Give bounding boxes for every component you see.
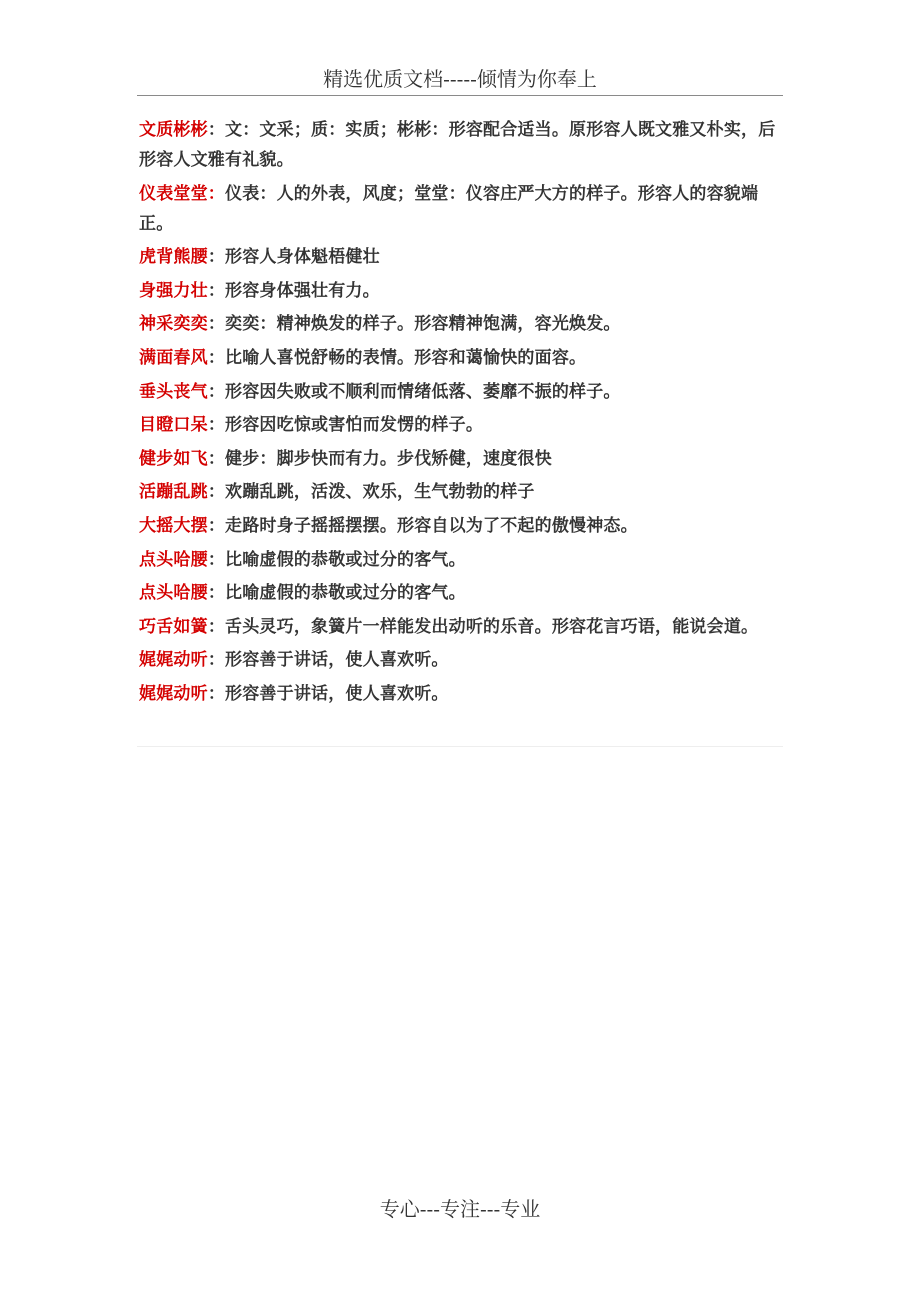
idiom-definition: 形容因失败或不顺利而情绪低落、萎靡不振的样子。	[225, 381, 621, 402]
term-separator: ：	[207, 314, 226, 335]
term-separator: ：	[207, 247, 226, 268]
idiom-entry	[139, 645, 783, 675]
idiom-term: 满面春风	[139, 347, 208, 368]
term-separator: ：	[207, 549, 226, 570]
page-footer: 专心---专注---专业	[379, 1197, 541, 1221]
idiom-definition: 奕奕：精神焕发的样子。形容精神饱满，容光焕发。	[225, 314, 621, 335]
term-separator: ：	[207, 280, 226, 301]
term-separator: ：	[207, 515, 226, 536]
idiom-term: 巧舌如簧	[139, 616, 208, 637]
page-header: 精选优质文档-----倾情为你奉上	[137, 64, 783, 96]
idiom-term: 目瞪口呆	[139, 415, 208, 436]
idiom-definition: 形容善于讲话，使人喜欢听。	[225, 650, 449, 671]
idiom-entry	[139, 545, 783, 575]
idiom-entry	[139, 377, 783, 407]
idiom-entry	[139, 612, 783, 642]
term-separator: ：	[207, 381, 226, 402]
idiom-term: 文质彬彬	[139, 120, 208, 140]
idiom-entry	[139, 179, 783, 239]
idiom-definition: 走路时身子摇摇摆摆。形容自以为了不起的傲慢神态。	[225, 515, 638, 536]
idiom-definition: 形容身体强壮有力。	[225, 280, 380, 301]
term-separator: ：	[207, 683, 226, 704]
idiom-definition: 文：文采；质：实质；彬彬：形容配合适当。原形容人既文雅又朴实，后形容人文雅有礼貌。	[139, 120, 776, 170]
idiom-definition: 形容因吃惊或害怕而发愣的样子。	[225, 415, 484, 436]
content-divider	[137, 746, 783, 747]
idiom-definition: 舌头灵巧，象簧片一样能发出动听的乐音。形容花言巧语，能说会道。	[225, 616, 759, 637]
term-separator: ：	[207, 448, 226, 469]
term-separator: ：	[207, 482, 226, 503]
idiom-definition: 仪表：人的外表，风度；堂堂：仪容庄严大方的样子。形容人的容貌端正。	[139, 183, 759, 234]
idiom-term: 点头哈腰	[139, 549, 208, 570]
idiom-term: 娓娓动听	[139, 650, 208, 671]
idiom-entry	[139, 343, 783, 373]
term-separator: ：	[207, 415, 226, 436]
term-separator: ：	[207, 583, 226, 604]
idiom-term: 虎背熊腰	[139, 247, 208, 268]
idiom-definition: 比喻人喜悦舒畅的表情。形容和蔼愉快的面容。	[225, 347, 587, 368]
idiom-definition: 比喻虚假的恭敬或过分的客气。	[225, 549, 466, 570]
idiom-definition: 欢蹦乱跳，活泼、欢乐，生气勃勃的样子	[225, 482, 535, 503]
idiom-entry	[139, 115, 783, 175]
idiom-term: 垂头丧气	[139, 381, 208, 402]
idiom-entry	[139, 410, 783, 440]
idiom-entry	[139, 444, 783, 474]
term-separator: ：	[207, 650, 226, 671]
idiom-term: 健步如飞	[139, 448, 208, 469]
term-separator: ：	[207, 120, 226, 140]
term-separator: ：	[207, 347, 226, 368]
idiom-term: 活蹦乱跳	[139, 482, 208, 503]
idiom-term: 仪表堂堂：	[139, 183, 225, 204]
idiom-entry	[139, 309, 783, 339]
idiom-term: 娓娓动听	[139, 683, 208, 704]
idiom-list	[139, 115, 783, 713]
idiom-entry	[139, 679, 783, 709]
idiom-definition: 比喻虚假的恭敬或过分的客气。	[225, 583, 466, 604]
idiom-entry	[139, 242, 783, 272]
idiom-definition: 形容人身体魁梧健壮	[225, 247, 380, 268]
term-separator: ：	[207, 616, 226, 637]
idiom-term: 点头哈腰	[139, 583, 208, 604]
idiom-entry	[139, 578, 783, 608]
idiom-entry	[139, 276, 783, 306]
idiom-definition: 形容善于讲话，使人喜欢听。	[225, 683, 449, 704]
idiom-entry	[139, 477, 783, 507]
idiom-term: 身强力壮	[139, 280, 208, 301]
idiom-term: 大摇大摆	[139, 515, 208, 536]
idiom-definition: 健步：脚步快而有力。步伐矫健，速度很快	[225, 448, 552, 469]
idiom-entry	[139, 511, 783, 541]
idiom-term: 神采奕奕	[139, 314, 208, 335]
